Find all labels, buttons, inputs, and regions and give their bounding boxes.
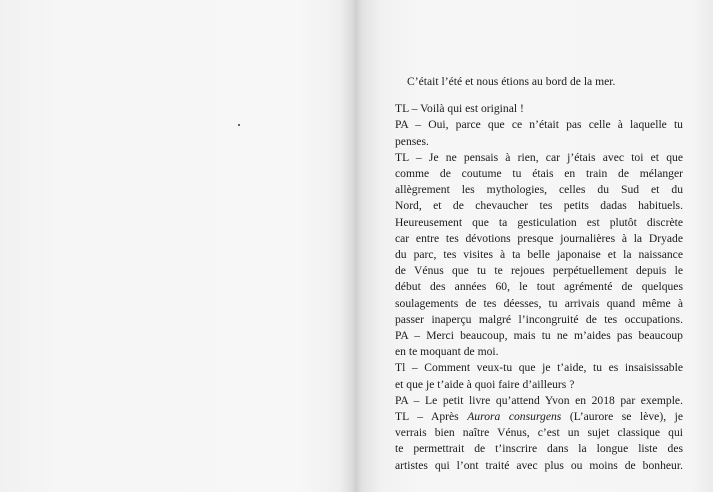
text-segment: comme de coutume tu étais en train de mélanger bbox=[395, 167, 683, 181]
paper-speck bbox=[238, 124, 240, 126]
text-line bbox=[395, 441, 683, 457]
text-segment: passer inaperçu malgré l’incongruité de tes occupations. bbox=[395, 312, 683, 326]
text-line bbox=[395, 458, 683, 474]
text-line bbox=[395, 344, 683, 360]
text-segment: PA – Oui, parce que ce n’était pas celle à laquelle tu bbox=[395, 118, 683, 132]
text-segment: TL – Après bbox=[395, 410, 468, 424]
text-line bbox=[395, 409, 683, 425]
text-line bbox=[395, 425, 683, 441]
italic-title: Aurora consurgens bbox=[467, 410, 562, 424]
text-segment: PA – Merci beaucoup, mais tu ne m’aides pas beaucoup bbox=[395, 329, 683, 343]
text-line bbox=[395, 279, 683, 295]
text-line bbox=[395, 247, 683, 263]
text-line bbox=[395, 360, 683, 376]
text-segment: et que je t’aide à quoi faire d’ailleurs ? bbox=[395, 377, 575, 391]
text-segment: début des années 60, le tout agrémenté de quelques bbox=[395, 280, 683, 294]
text-line bbox=[395, 312, 683, 328]
text-line bbox=[395, 393, 683, 409]
text-line bbox=[395, 117, 683, 133]
text-segment: allègrement les mythologies, celles du Sud et du bbox=[395, 183, 683, 197]
text-segment: (L’aurore se lève), je bbox=[561, 410, 684, 424]
text-line bbox=[395, 377, 683, 393]
text-segment: TL – Voilà qui est original ! bbox=[395, 102, 524, 116]
text-segment: car entre tes dévotions presque journalières à la Dryade bbox=[395, 231, 683, 245]
text-segment: en te moquant de moi. bbox=[395, 345, 499, 359]
text-segment: Heureusement que ta gesticulation est plutôt discrète bbox=[395, 215, 683, 229]
text-segment: te permettrait de t’inscrire dans la longue liste des bbox=[395, 442, 683, 456]
dialogue-lines bbox=[395, 101, 683, 474]
text-segment: verrais bien naître Vénus, c’est un sujet classique qui bbox=[395, 426, 683, 440]
text-segment: PA – Le petit livre qu’attend Yvon en 2018 par exemple. bbox=[395, 393, 683, 407]
text-segment: de Vénus que tu te rejoues perpétuellement depuis le bbox=[395, 264, 683, 278]
left-page bbox=[0, 0, 354, 492]
text-line bbox=[395, 101, 683, 117]
text-line bbox=[395, 215, 683, 231]
text-line bbox=[395, 134, 683, 150]
text-line bbox=[395, 328, 683, 344]
text-segment: penses. bbox=[395, 134, 429, 148]
dialogue-text bbox=[395, 74, 683, 474]
intro-sentence: C’était l’été et nous étions au bord de la mer. bbox=[407, 75, 616, 88]
text-line bbox=[395, 150, 683, 166]
text-line bbox=[395, 198, 683, 214]
text-segment: Nord, et de chevaucher tes petits dadas habituels. bbox=[395, 199, 683, 213]
text-line bbox=[395, 166, 683, 182]
text-line bbox=[395, 231, 683, 247]
text-line bbox=[395, 182, 683, 198]
text-segment: artistes qui l’ont traité avec plus ou moins de bonheur. bbox=[395, 458, 683, 472]
text-line bbox=[395, 263, 683, 279]
text-segment: soulagements de tes déesses, tu arrivais quand même à bbox=[395, 296, 683, 310]
text-line bbox=[395, 296, 683, 312]
right-page bbox=[358, 0, 713, 492]
text-segment: Tl – Comment veux-tu que je t’aide, tu es insaisissable bbox=[395, 361, 683, 375]
text-segment: du parc, tes visites à ta belle japonaise et la naissance bbox=[395, 248, 683, 262]
text-segment: TL – Je ne pensais à rien, car j’étais avec toi et que bbox=[395, 150, 683, 164]
